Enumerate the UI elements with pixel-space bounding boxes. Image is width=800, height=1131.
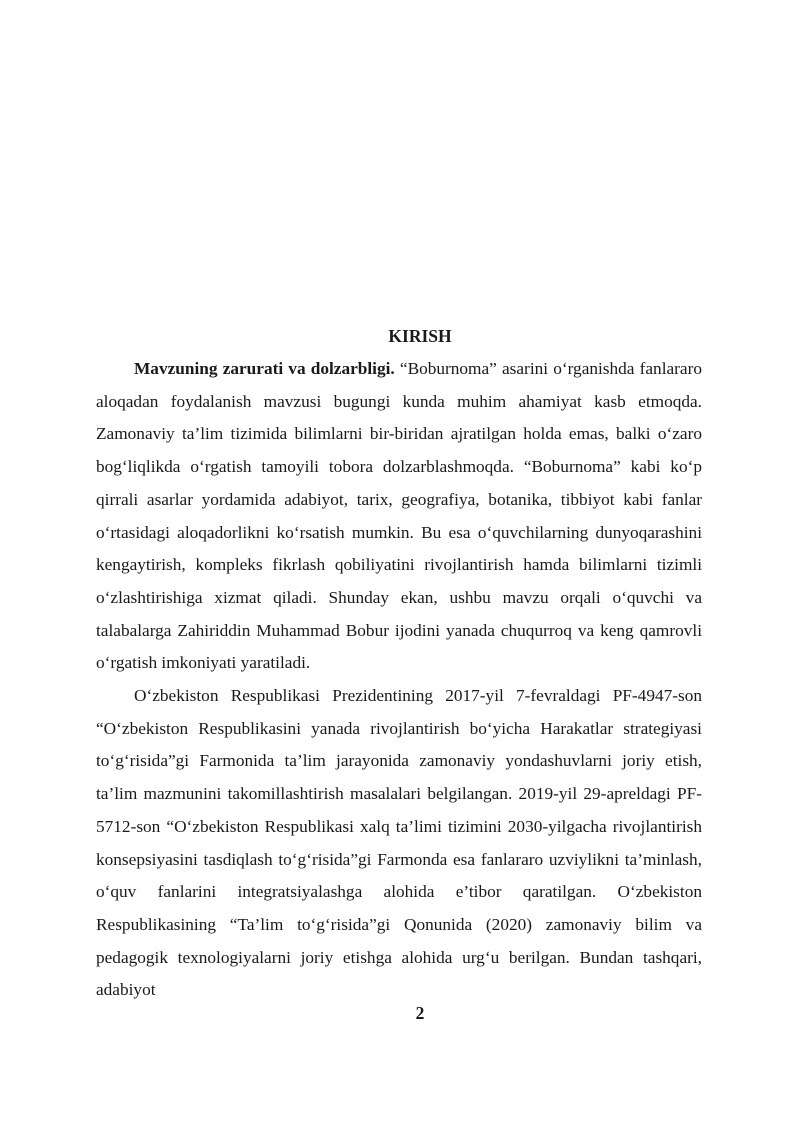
paragraph-lead: Mavzuning zarurati va dolzarbligi. — [134, 359, 395, 378]
page-number: 2 — [415, 1003, 425, 1023]
paragraph-legislation — [96, 680, 702, 1007]
section-heading: KIRISH — [388, 326, 452, 346]
paragraph-text: “Boburnoma” asarini o‘rganishda fanlararo aloqadan foydalanish mavzusi bugungi kunda muhim ahamiyat kasb etmoqda. Zamonaviy ta’lim tizimida bilimlarni bir-biridan ajratilgan holda emas, balki o‘zaro bog‘liqlikda o‘rgatish tamoyili tobora dolzarblashmoqda. “Boburnoma” kabi ko‘p qirrali asarlar yordamida adabiyot, tarix, geografiya, botanika, tibbiyot kabi fanlar o‘rtasidagi aloqadorlikni ko‘rsatish mumkin. Bu esa o‘quvchilarning dunyoqarashini kengaytirish, kompleks fikrlash qobiliyatini rivojlantirish hamda bilimlarni tizimli o‘zlashtirishiga xizmat qiladi. Shunday ekan, ushbu mavzu orqali o‘quvchi va talabalarga Zahiriddin Muhammad Bobur ijodini yanada chuqurroq va keng qamrovli o‘rgatish imkoniyati yaratiladi. — [96, 359, 702, 673]
paragraph-text: O‘zbekiston Respublikasi Prezidentining 2017-yil 7-fevraldagi PF-4947-son “O‘zbekiston Respublikasini yanada rivojlantirish bo‘yicha Harakatlar strategiyasi to‘g‘risida”gi Farmonida ta’lim jarayonida zamonaviy yondashuvlarni joriy etish, ta’lim mazmunini takomillashtirish masalalari belgilangan. 2019-yil 29-apreldagi PF-5712-son “O‘zbekiston Respublikasi xalq ta’limi tizimini 2030-yilgacha rivojlantirish konsepsiyasini tasdiqlash to‘g‘risida”gi Farmonda esa fanlararo uzviylikni ta’minlash, o‘quv fanlarini integratsiyalashga alohida e’tibor qaratilgan. O‘zbekiston Respublikasining “Ta’lim to‘g‘risida”gi Qonunida (2020) zamonaviy bilim va pedagogik texnologiyalarni joriy etishga alohida urg‘u berilgan. Bundan tashqari, adabiyot — [96, 686, 702, 1000]
paragraph-relevance — [96, 353, 702, 680]
body-text — [96, 353, 702, 1007]
